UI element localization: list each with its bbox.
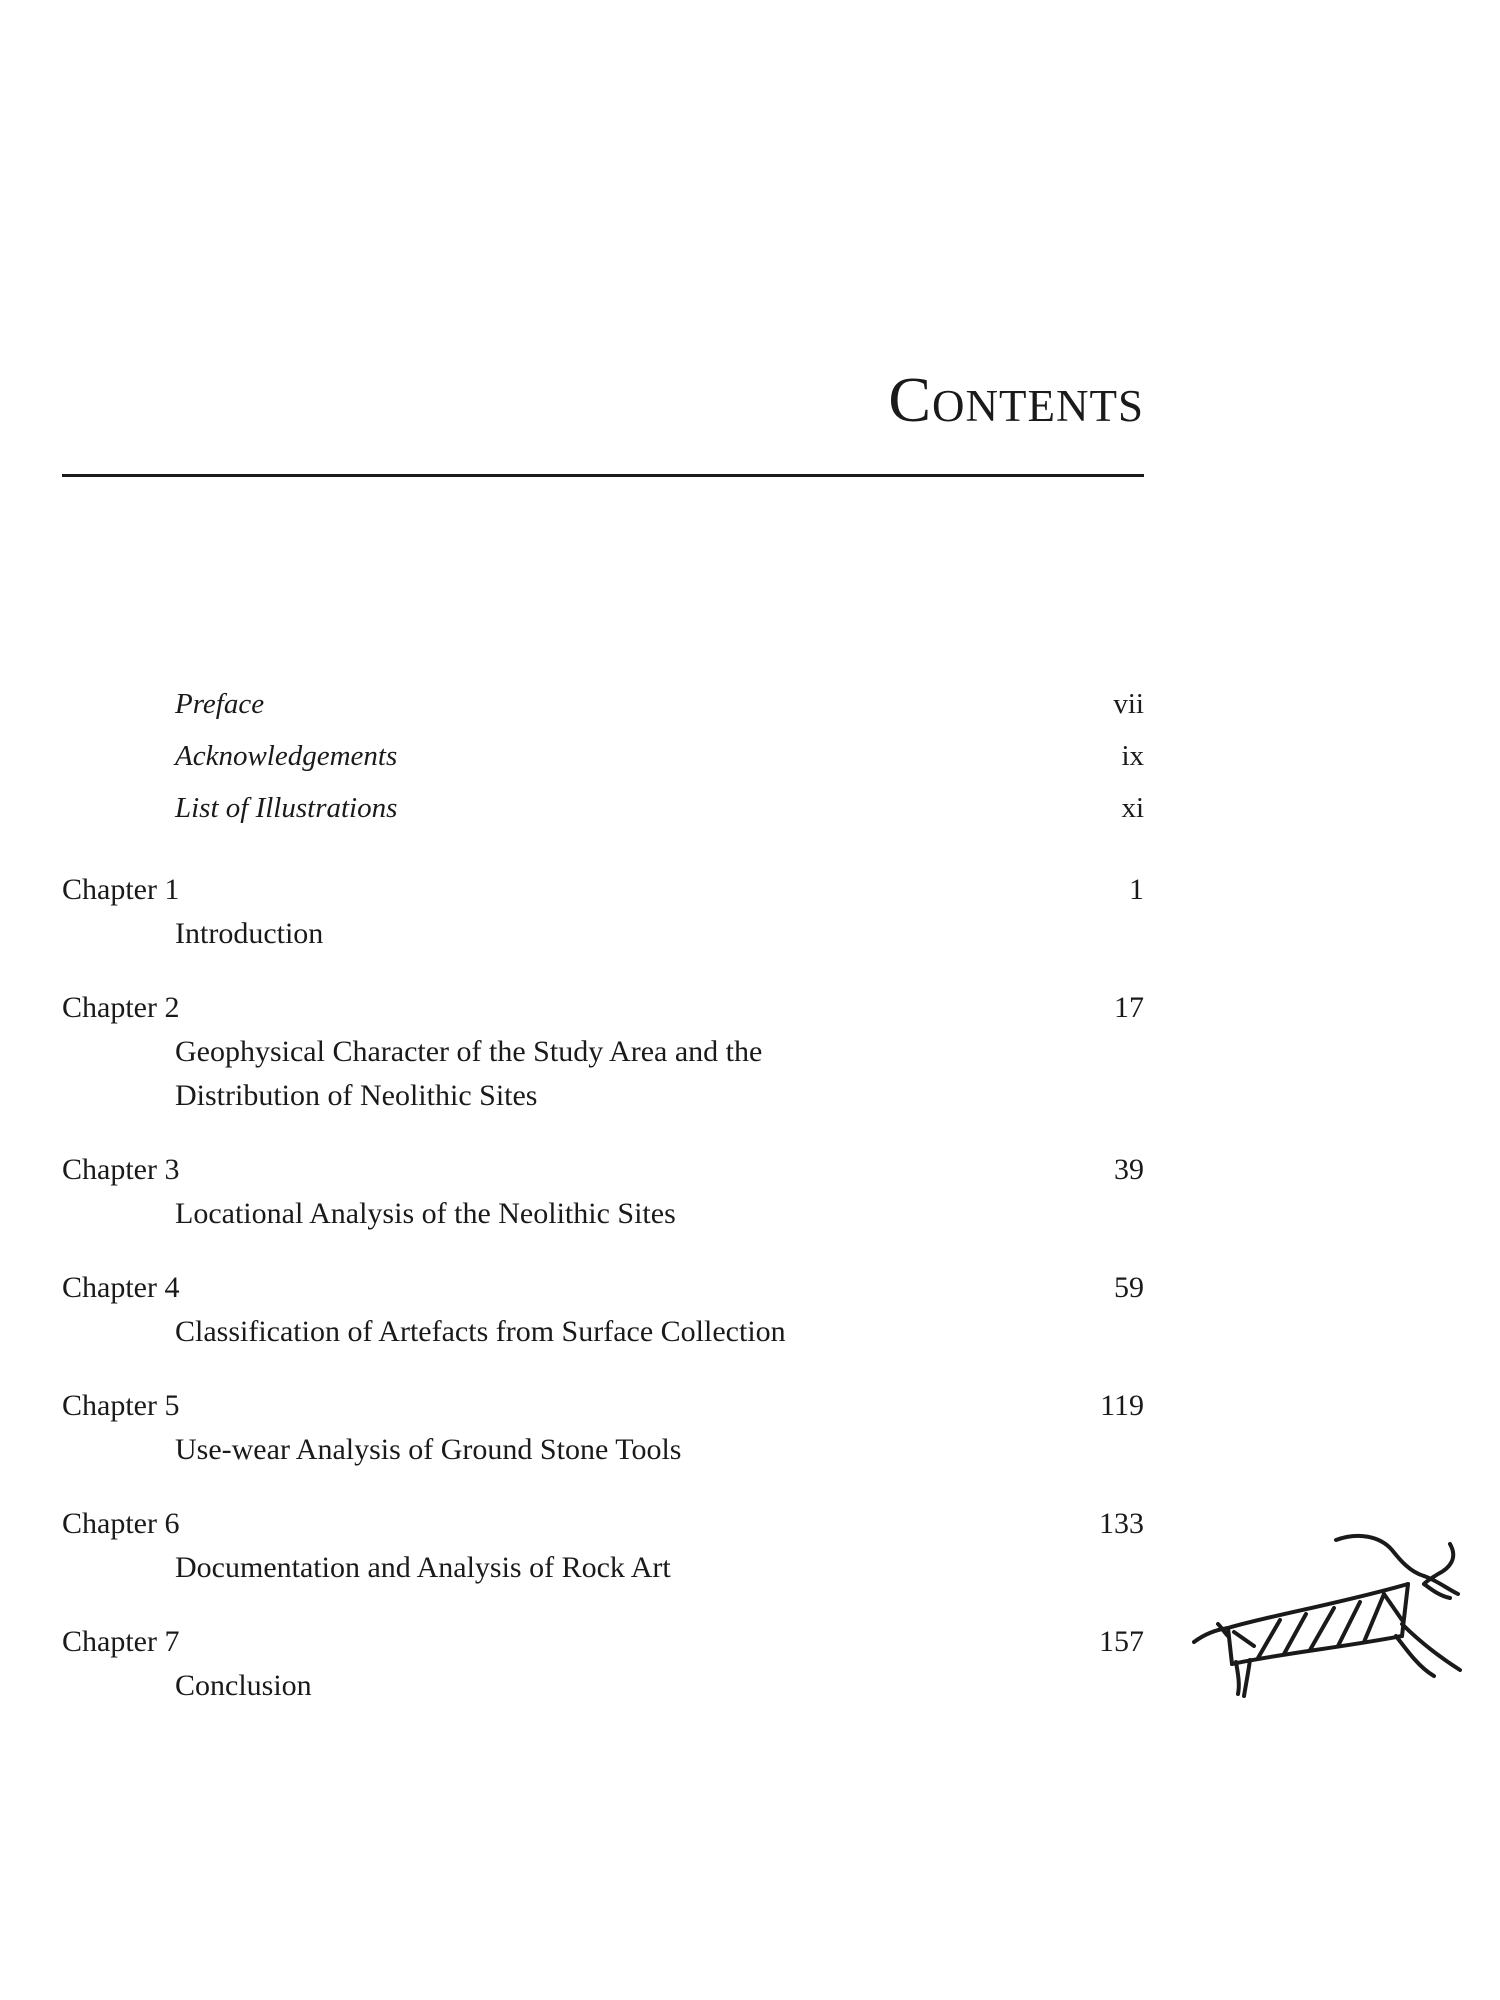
chapter-title: Conclusion: [175, 1669, 312, 1702]
rock-art-animal-icon: [1188, 1524, 1478, 1704]
front-matter-list: [62, 688, 1144, 844]
chapter-entry[interactable]: [62, 1266, 1144, 1354]
page-title: Contents: [888, 364, 1144, 435]
chapter-label: Chapter 2: [62, 991, 180, 1024]
chapter-title: Use-wear Analysis of Ground Stone Tools: [175, 1433, 682, 1466]
chapter-entry[interactable]: [62, 1148, 1144, 1236]
chapter-page: 119: [1100, 1389, 1144, 1422]
chapter-label: Chapter 5: [62, 1389, 180, 1422]
chapter-entry[interactable]: [62, 1502, 1144, 1590]
chapter-label: Chapter 3: [62, 1153, 180, 1186]
chapter-page: 17: [1114, 991, 1144, 1024]
front-matter-page: xi: [1121, 792, 1144, 824]
chapter-title: Geophysical Character of the Study Area and the Distribution of Neolithic Sites: [175, 1035, 763, 1112]
chapter-title: Documentation and Analysis of Rock Art: [175, 1551, 671, 1584]
chapter-label: Chapter 7: [62, 1625, 180, 1658]
chapter-entry[interactable]: [62, 1384, 1144, 1472]
chapter-page: 59: [1114, 1271, 1144, 1304]
front-matter-item[interactable]: [62, 740, 1144, 792]
chapter-entry[interactable]: [62, 1620, 1144, 1708]
chapter-title: Introduction: [175, 917, 324, 950]
chapter-entry[interactable]: [62, 986, 1144, 1118]
chapter-title: Classification of Artefacts from Surface Collection: [175, 1315, 786, 1348]
chapter-page: 133: [1099, 1507, 1144, 1540]
title-rule: [62, 474, 1144, 477]
chapter-label: Chapter 6: [62, 1507, 180, 1540]
chapter-label: Chapter 4: [62, 1271, 180, 1304]
front-matter-label: Acknowledgements: [175, 740, 398, 772]
front-matter-item[interactable]: [62, 688, 1144, 740]
chapter-label: Chapter 1: [62, 873, 180, 906]
chapter-page: 1: [1129, 873, 1144, 906]
front-matter-label: Preface: [175, 688, 265, 720]
chapter-list: [62, 868, 1144, 1738]
chapter-title: Locational Analysis of the Neolithic Sites: [175, 1197, 676, 1230]
front-matter-item[interactable]: [62, 792, 1144, 844]
chapter-entry[interactable]: [62, 868, 1144, 956]
chapter-page: 157: [1099, 1625, 1144, 1658]
chapter-page: 39: [1114, 1153, 1144, 1186]
front-matter-page: ix: [1121, 740, 1144, 772]
front-matter-page: vii: [1113, 688, 1144, 720]
front-matter-label: List of Illustrations: [175, 792, 398, 824]
